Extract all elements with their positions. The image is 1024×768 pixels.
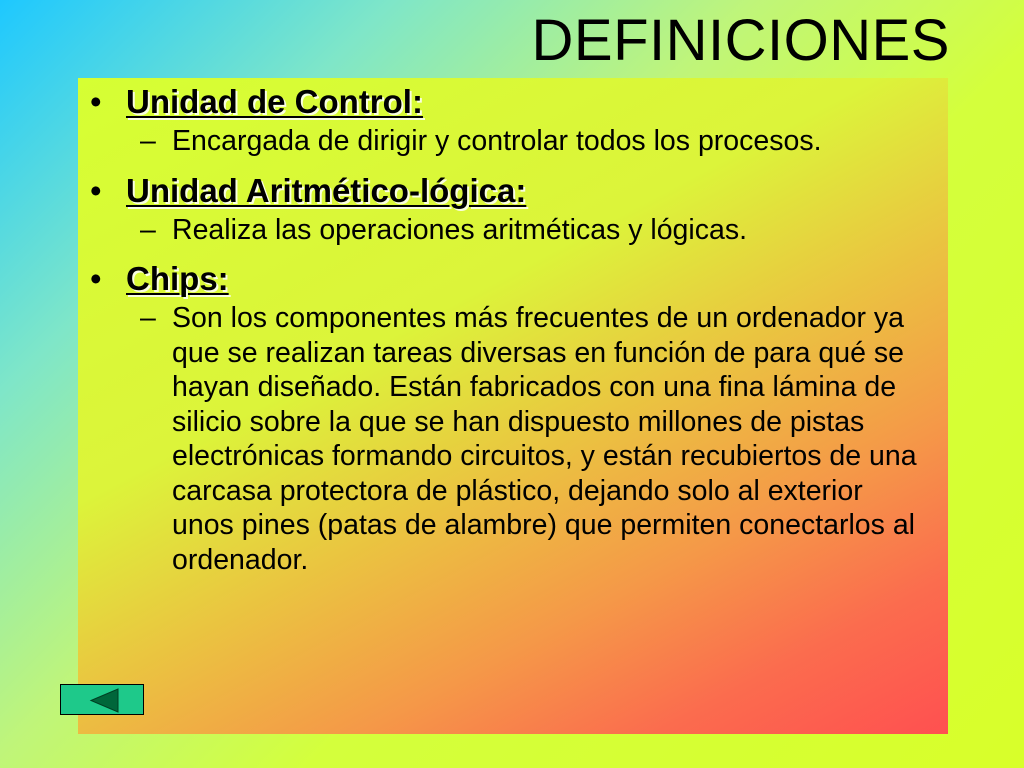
bullet-item-control-unit xyxy=(84,82,934,122)
slide-title: DEFINICIONES xyxy=(531,8,950,73)
bullet-item-chips xyxy=(84,259,934,299)
bullet-symbol: • xyxy=(90,260,102,297)
sub-bullet-text: Son los componentes más frecuentes de un ordenador ya que se realizan tareas diversas en función de para qué se hayan diseñado. Están fabricados con una fina lámina de silicio sobre la que se han dispuesto millones de pistas electrónicas formando circuitos, y están recubiertos de una carcasa protectora de plástico, dejando solo al exterior unos pines (patas de alambre) que permiten conectarlos al ordenador. xyxy=(172,302,917,576)
back-triangle-icon xyxy=(61,685,145,716)
dash-symbol: – xyxy=(140,302,156,334)
bullet-symbol: • xyxy=(90,171,102,209)
sub-bullet-control-unit xyxy=(84,124,932,159)
sub-bullet-chips xyxy=(84,301,932,577)
bullet-heading: Chips: xyxy=(126,260,229,297)
sub-bullet-alu xyxy=(84,213,932,248)
back-button[interactable] xyxy=(60,684,144,715)
dash-symbol: – xyxy=(140,125,156,157)
dash-symbol: – xyxy=(140,213,156,246)
bullet-heading: Unidad de Control: xyxy=(126,83,423,120)
bullet-symbol: • xyxy=(90,83,102,120)
bullet-heading: Unidad Aritmético-lógica: xyxy=(126,171,527,209)
sub-bullet-text: Encargada de dirigir y controlar todos los procesos. xyxy=(172,125,822,157)
sub-bullet-text: Realiza las operaciones aritméticas y lógicas. xyxy=(172,213,748,246)
slide-content xyxy=(84,82,934,589)
bullet-item-alu xyxy=(84,171,934,211)
